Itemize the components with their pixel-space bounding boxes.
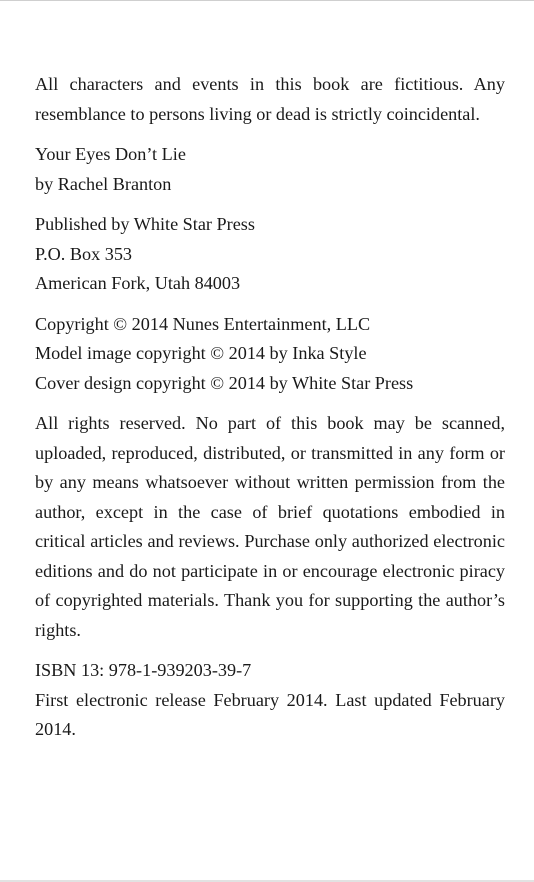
disclaimer-paragraph: All characters and events in this book are fictitious. Any resemblance to persons living or dead is strictly coincidental.: [35, 74, 505, 124]
copyright-notice: Copyright © 2014 Nunes Entertainment, LLC: [35, 313, 371, 334]
publisher-po-box: P.O. Box 353: [35, 243, 133, 264]
publisher-city: American Fork, Utah 84003: [35, 273, 241, 293]
publisher-block: [35, 210, 505, 299]
book-author: by Rachel Branton: [35, 173, 172, 194]
rights-reserved-paragraph: All rights reserved. No part of this book may be scanned, uploaded, reproduced, distributed, or transmitted in any form or by any means whatsoever without written permission from the author, except in the case of brief quotations embodied in critical articles and reviews. Purchase only authorized electronic editions and do not participate in or encourage electronic piracy of copyrighted materials. Thank you for supporting the author’s rights.: [35, 413, 505, 640]
copyright-page: [35, 70, 505, 756]
isbn-block: [35, 656, 505, 745]
isbn-number: ISBN 13: 978-1-939203-39-7: [35, 660, 252, 680]
cover-design-copyright: Cover design copyright © 2014 by White Star Press: [35, 372, 414, 393]
model-image-copyright: Model image copyright © 2014 by Inka Style: [35, 343, 367, 363]
release-info: First electronic release February 2014. Last updated February 2014.: [35, 689, 505, 739]
book-credits: [35, 140, 505, 199]
book-title: Your Eyes Don’t Lie: [35, 144, 186, 164]
publisher-name: Published by White Star Press: [35, 214, 255, 234]
top-divider: [0, 0, 534, 1]
copyright-block: [35, 310, 505, 399]
